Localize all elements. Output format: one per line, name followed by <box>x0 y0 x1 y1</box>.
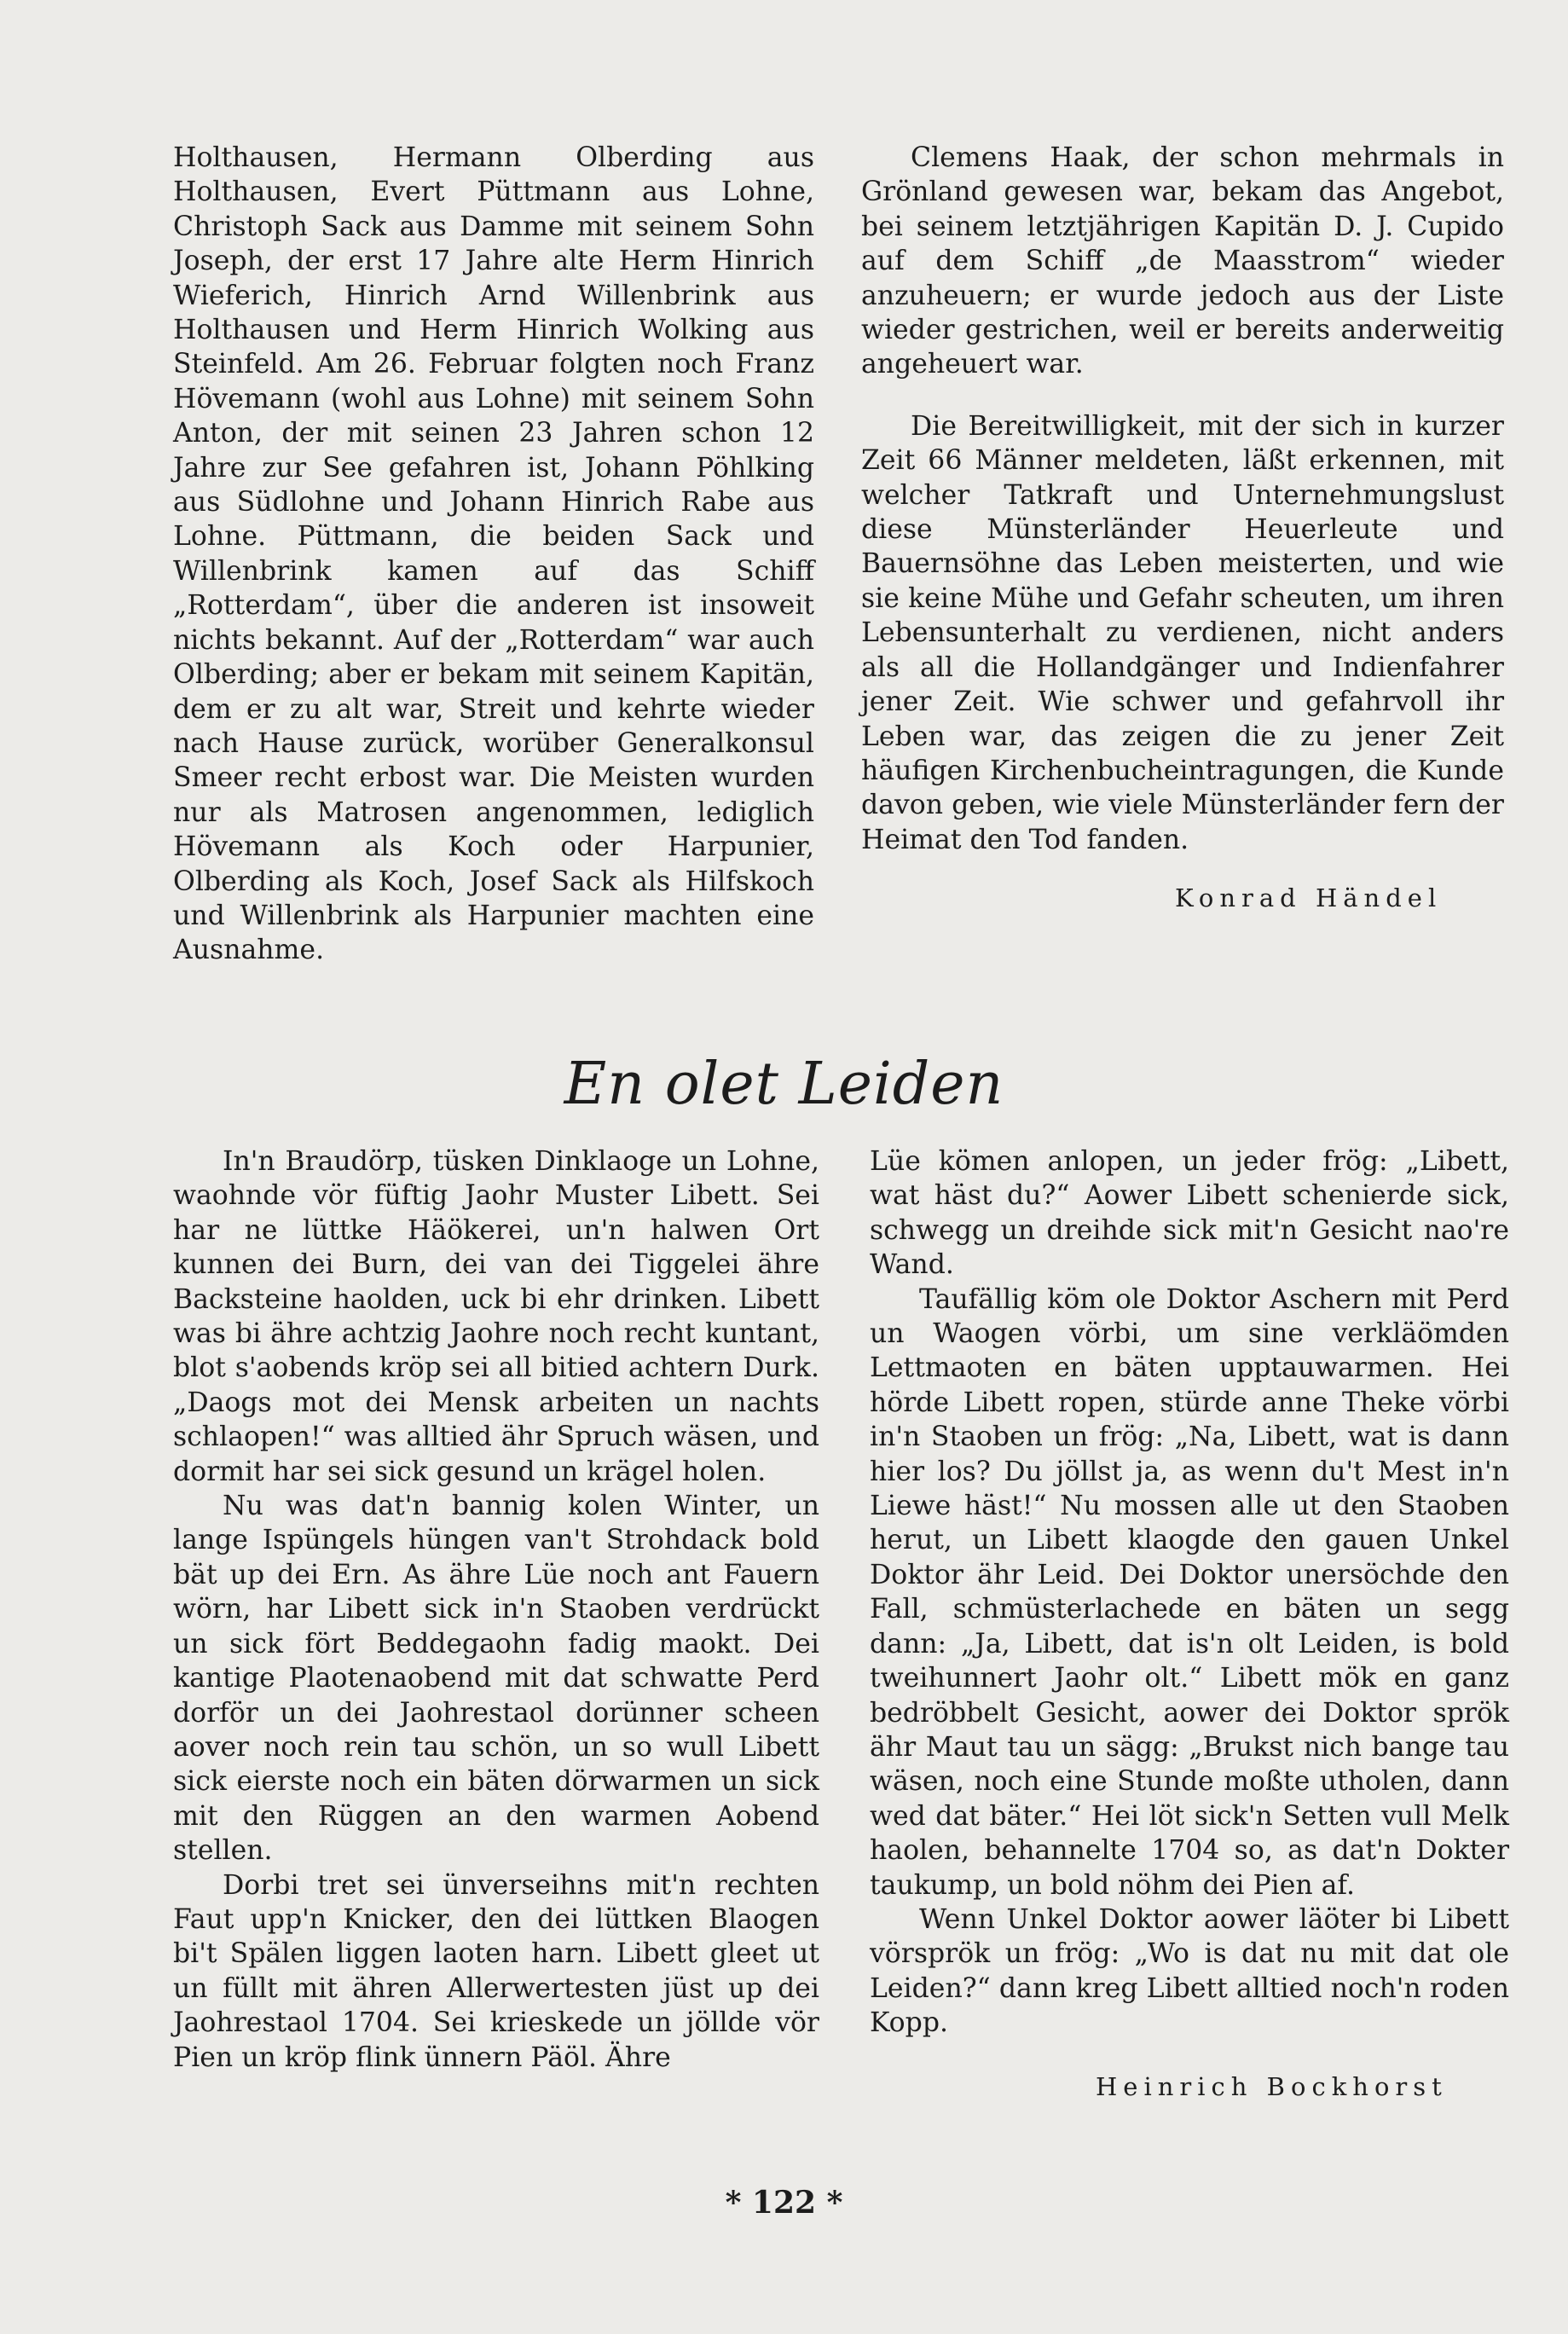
article2-left-paragraph-2: Nu was dat'n bannig kolen Winter, un lange Ispüngels hüngen van't Strohdack bold bät up dei Ern. As ähre Lüe noch ant Fauern wörn, har Libett sick in'n Staoben verdrückt un sick fört Beddegaohn fadig maokt. Dei kantige Plaotenaobend mit dat schwatte Perd dorför un dei Jaohrestaol dorünner scheen aover noch rein tau schön, un so wull Libett sick eierste noch ein bäten dörwarmen un sick mit den Rüggen an den warmen Aobend stellen. <box>173 1491 819 1867</box>
article2-right-paragraph-1: Lüe kömen anlopen, un jeder frög: „Libett, wat häst du?“ Aower Libett schenierde sick, schwegg un dreihde sick mit'n Gesicht nao're Wand. <box>870 1146 1509 1281</box>
article2-left-paragraph-3: Dorbi tret sei ünverseihns mit'n rechten Faut upp'n Knicker, den dei lüttken Blaogen bi't Spälen liggen laoten harn. Libett gleet ut un füllt mit ähren Allerwertesten jüst up dei Jaohrestaol 1704. Sei krieskede un jöllde vör Pien un kröp flink ünnern Päöl. Ähre <box>173 1869 819 2073</box>
article2-author: Heinrich Bockhorst <box>1096 2072 1448 2101</box>
article2-title: En olet Leiden <box>564 1051 1004 1118</box>
article1-right-paragraph-2: Die Bereitwilligkeit, mit der sich in kurzer Zeit 66 Männer meldeten, läßt erkennen, mit welcher Tatkraft und Unternehmungslust diese Münsterländer Heuerleute und Bauernsöhne das Leben meisterten, und wie sie keine Mühe und Gefahr scheuten, um ihren Lebensunterhalt zu verdienen, nicht anders als all die Hollandgänger und Indienfahrer jener Zeit. Wie schwer und gefahrvoll ihr Leben war, das zeigen die zu jener Zeit häufigen Kirchenbucheintragungen, die Kunde davon geben, wie viele Münsterländer fern der Heimat den Tod fanden. <box>861 410 1504 855</box>
article1-right-paragraph-1: Clemens Haak, der schon mehrmals in Grönland gewesen war, bekam das Angebot, bei seinem letztjährigen Kapitän D. J. Cupido auf dem Schiff „de Maasstrom“ wieder anzuheuern; er wurde jedoch aus der Liste wieder gestrichen, weil er bereits anderweitig angeheuert war. <box>861 142 1504 380</box>
article1-right-column <box>861 141 1504 857</box>
article2-left-paragraph-1: In'n Braudörp, tüsken Dinklaoge un Lohne, waohnde vör füftig Jaohr Muster Libett. Sei har ne lüttke Häökerei, un'n halwen Ort kunnen dei Burn, dei van dei Tiggelei ähre Backsteine haolden, uck bi ehr drinken. Libett was bi ähre achtzig Jaohre noch recht kuntant, blot s'aobends kröp sei all bitied achtern Durk. „Daogs mot dei Mensk arbeiten un nachts schlaopen!“ was alltied ähr Spruch wäsen, und dormit har sei sick gesund un krägel holen. <box>173 1146 819 1487</box>
article1-left-paragraph: Holthausen, Hermann Olberding aus Holthausen, Evert Püttmann aus Lohne, Christoph Sack aus Damme mit seinem Sohn Joseph, der erst 17 Jahre alte Herm Hinrich Wieferich, Hinrich Arnd Willenbrink aus Holthausen und Herm Hinrich Wolking aus Steinfeld. Am 26. Februar folgten noch Franz Hövemann (wohl aus Lohne) mit seinem Sohn Anton, der mit seinen 23 Jahren schon 12 Jahre zur See gefahren ist, Johann Pöhlking aus Südlohne und Johann Hinrich Rabe aus Lohne. Püttmann, die beiden Sack und Willenbrink kamen auf das Schiff „Rotterdam“, über die anderen ist insoweit nichts bekannt. Auf der „Rotterdam“ war auch Olberding; aber er bekam mit seinem Kapitän, dem er zu alt war, Streit und kehrte wieder nach Hause zurück, worüber Generalkonsul Smeer recht erbost war. Die Meisten wurden nur als Matrosen angenommen, lediglich Hövemann als Koch oder Harpunier, Olberding als Koch, Josef Sack als Hilfskoch und Willenbrink als Harpunier machten eine Ausnahme. <box>173 142 814 966</box>
article2-left-column <box>173 1144 819 2075</box>
article2-right-paragraph-3: Wenn Unkel Doktor aower läöter bi Libett vörsprök un frög: „Wo is dat nu mit dat ole Leiden?“ dann kreg Libett alltied noch'n roden Kopp. <box>870 1903 1509 2039</box>
article2-right-paragraph-2: Taufällig köm ole Doktor Aschern mit Perd un Waogen vörbi, um sine verkläömden Lettmaoten en bäten upptauwarmen. Hei hörde Libett ropen, stürde anne Theke vörbi in'n Staoben un frög: „Na, Libett, wat is dann hier los? Du jöllst ja, as wenn du't Mest in'n Liewe häst!“ Nu mossen alle ut den Staoben herut, un Libett klaogde den gauen Unkel Doktor ähr Leid. Dei Doktor unersöchde den Fall, schmüsterlachede en bäten un segg dann: „Ja, Libett, dat is'n olt Leiden, is bold tweihunnert Jaohr olt.“ Libett mök en ganz bedröbbelt Gesicht, aower dei Doktor sprök ähr Maut tau un sägg: „Brukst nich bange tau wäsen, noch eine Stunde moßte utholen, dann wed dat bäter.“ Hei löt sick'n Setten vull Melk haolen, behannelte 1704 so, as dat'n Dokter taukump, un bold nöhm dei Pien af. <box>870 1283 1509 1901</box>
article1-left-column <box>173 141 814 968</box>
article1-author: Konrad Händel <box>1175 883 1443 912</box>
article2-right-column <box>870 1144 1509 2041</box>
page-number: * 122 * <box>725 2185 843 2221</box>
